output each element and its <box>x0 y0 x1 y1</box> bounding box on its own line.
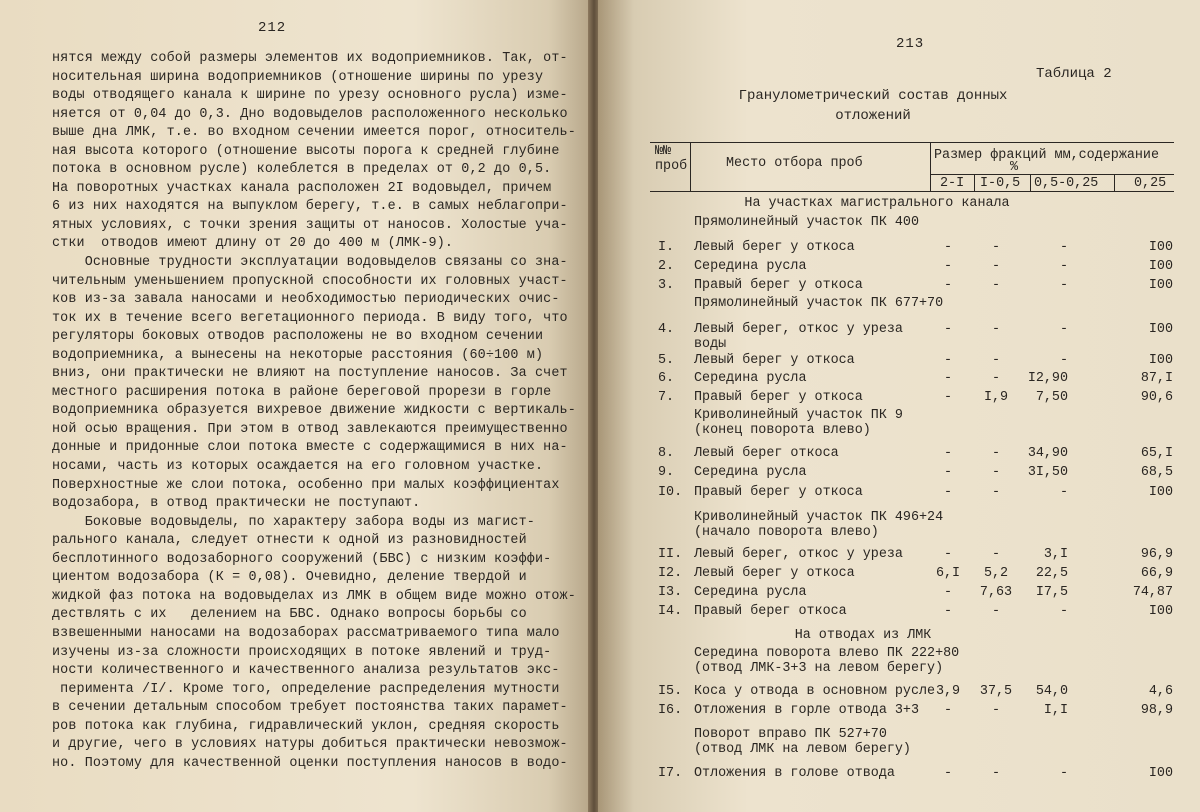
header-percent: % <box>1010 160 1019 175</box>
table-cell-fraction-05-025: - <box>1059 353 1068 368</box>
text-line: ная высота которого (отношение высоты порога к средней глубине <box>52 143 560 159</box>
text-line: местного расширения потока в районе береговой прорези в горле <box>52 384 552 400</box>
text-line: вниз, они практически не влияют на поступление наносов. За счет <box>52 366 568 382</box>
table-row-place: Левый берег, откос у уреза <box>694 547 903 562</box>
table-cell-fraction-1-05: - <box>991 766 1001 781</box>
table-row-place: Отложения в голове отвода <box>694 766 895 781</box>
text-line: ности количественного и качественного анализа результатов экс- <box>52 663 560 679</box>
table-cell-fraction-05-025: - <box>1059 485 1068 500</box>
table-cell-fraction-025: 90,6 <box>1140 390 1173 405</box>
table-cell-fraction-1-05: I,9 <box>983 390 1009 405</box>
page-number-left: 212 <box>258 20 287 36</box>
table-row-place: Коса у отвода в основном русле <box>694 684 936 699</box>
table-subsection-heading-note: (конец поворота влево) <box>694 423 871 438</box>
table-row-place: Правый берег у откоса <box>694 485 863 500</box>
table-cell-fraction-05-025: - <box>1059 766 1068 781</box>
table-row-number: 2. <box>658 259 675 274</box>
table-cell-fraction-025: 98,9 <box>1140 703 1173 718</box>
table-row-place: Середина русла <box>694 465 807 480</box>
table-cell-fraction-05-025: - <box>1059 240 1068 255</box>
table-row-number: 5. <box>658 353 675 368</box>
table-subsection-heading-note: (начало поворота влево) <box>694 525 879 540</box>
table-row-place: Середина русла <box>694 371 807 386</box>
table-cell-fraction-1-05: - <box>991 465 1001 480</box>
text-line: нятся между собой размеры элементов их водоприемников. Так, от- <box>52 51 568 66</box>
table-row-place: Правый берег у откоса <box>694 390 863 405</box>
table-cell-fraction-05-025: 34,90 <box>1027 446 1068 461</box>
table-cell-fraction-2-1: - <box>943 259 953 274</box>
text-line: На поворотных участках канала расположен 2I водовыдел, причем <box>52 180 552 196</box>
table-cell-fraction-1-05: 5,2 <box>983 566 1009 581</box>
table-row-number: 7. <box>658 390 675 405</box>
table-cell-fraction-1-05: - <box>991 371 1001 386</box>
table-cell-fraction-05-025: 3,I <box>1043 547 1068 562</box>
left-page <box>0 0 590 812</box>
page-number-right: 213 <box>896 36 925 52</box>
text-line: потока в основном русле) колеблется в пределах от 0,2 до 0,5. <box>52 162 552 178</box>
table-cell-fraction-025: I00 <box>1148 353 1173 368</box>
table-cell-fraction-2-1: - <box>943 446 953 461</box>
text-line: носительная ширина водоприемников (отношение ширины по урезу <box>52 69 544 85</box>
table-cell-fraction-2-1: - <box>943 703 953 718</box>
text-line: Поверхностные же слои потока, особенно при малых коэффициентах <box>52 477 560 493</box>
table-row-place: Отложения в горле отвода 3+3 <box>694 703 919 718</box>
text-line: рального канала, следует отнести к одной из разновидностей <box>52 533 527 549</box>
table-row-number: 6. <box>658 371 675 386</box>
table-col-divider-place <box>930 142 931 192</box>
table-cell-fraction-2-1: - <box>943 371 953 386</box>
text-line: ной осью вращения. При этом в отвод завлекаются преимущественно <box>52 421 568 437</box>
table-cell-fraction-2-1: - <box>943 353 953 368</box>
table-row-place-cont: воды <box>694 337 727 352</box>
text-line: носами, часть из которых осаждается на его головном участке. <box>52 459 544 475</box>
text-line: Основные трудности эксплуатации водовыделов связаны со зна- <box>52 255 568 271</box>
text-line: ков из-за завала наносами и необходимостью периодических очис- <box>52 292 560 308</box>
table-cell-fraction-1-05: - <box>991 703 1001 718</box>
table-cell-fraction-025: 68,5 <box>1140 465 1173 480</box>
table-cell-fraction-025: 66,9 <box>1140 566 1173 581</box>
table-cell-fraction-1-05: 37,5 <box>979 684 1013 699</box>
table-row-number: I3. <box>658 585 683 600</box>
table-row-place: Левый берег у откоса <box>694 566 855 581</box>
table-cell-fraction-1-05: - <box>991 322 1001 337</box>
table-cell-fraction-1-05: - <box>991 353 1001 368</box>
table-subsection-heading: Прямолинейный участок ПК 677+70 <box>694 296 944 311</box>
table-col-divider-3 <box>1114 174 1115 192</box>
text-line: дествлять с их делением на БВС. Однако вопросы борьбы со <box>52 607 527 623</box>
table-cell-fraction-025: I00 <box>1148 485 1173 500</box>
table-row-number: I5. <box>658 684 683 699</box>
text-line: водоприемника образуется вихревое движение жидкости с вертикаль- <box>52 403 576 419</box>
header-col-2: I-0,5 <box>980 176 1021 191</box>
text-line: в сечении детальным способом требует постоянства таких парамет- <box>52 700 568 716</box>
table-row-number: I. <box>658 240 675 255</box>
table-col-divider-num <box>690 142 691 192</box>
text-line: регуляторы боковых отводов расположены не во входном сечении <box>52 329 544 345</box>
right-page <box>598 0 1200 812</box>
text-line: ров потока как глубина, гидравлический уклон, средняя скорость <box>52 718 560 734</box>
table-cell-fraction-2-1: - <box>943 390 953 405</box>
table-cell-fraction-05-025: - <box>1059 259 1068 274</box>
table-subsection-heading: Прямолинейный участок ПК 400 <box>694 215 919 230</box>
table-section-heading: На участках магистрального канала <box>744 196 1010 211</box>
table-cell-fraction-05-025: - <box>1059 278 1068 293</box>
table-cell-fraction-1-05: - <box>991 485 1001 500</box>
table-top-rule <box>650 142 1174 143</box>
table-cell-fraction-025: 4,6 <box>1148 684 1173 699</box>
table-row-number: I4. <box>658 604 683 619</box>
table-cell-fraction-05-025: I,I <box>1043 703 1068 718</box>
table-row-number: II. <box>658 547 683 562</box>
table-row-place: Середина русла <box>694 259 807 274</box>
table-cell-fraction-025: I00 <box>1148 766 1173 781</box>
table-title-line1: Гранулометрический состав донных <box>738 88 1008 104</box>
table-row-number: 9. <box>658 465 675 480</box>
table-cell-fraction-2-1: - <box>943 485 953 500</box>
table-cell-fraction-05-025: 54,0 <box>1035 684 1068 699</box>
table-cell-fraction-2-1: 3,9 <box>935 684 961 699</box>
table-cell-fraction-05-025: - <box>1059 322 1068 337</box>
table-row-place: Середина русла <box>694 585 807 600</box>
table-cell-fraction-025: 96,9 <box>1140 547 1173 562</box>
table-row-place: Правый берег откоса <box>694 604 847 619</box>
header-col-3: 0,5-0,25 <box>1034 176 1099 191</box>
table-row-number: I6. <box>658 703 683 718</box>
text-line: чительным уменьшением пропускной способности их головных участ- <box>52 273 568 289</box>
text-line: бесплотинного водозаборного сооружений (БВС) с низким коэффи- <box>52 551 552 567</box>
text-line: взвешенными наносами на водозаборах рассматриваемого типа мало <box>52 625 560 641</box>
text-line: выше дна ЛМК, т.е. во входном сечении имеется порог, относитель- <box>52 125 576 141</box>
text-line: Боковые водовыделы, по характеру забора воды из магист- <box>52 514 535 530</box>
text-line: и другие, чего в условиях натуры добиться практически невозмож- <box>52 737 568 753</box>
table-cell-fraction-025: I00 <box>1148 259 1173 274</box>
table-cell-fraction-05-025: I2,90 <box>1027 371 1068 386</box>
table-cell-fraction-2-1: - <box>943 604 953 619</box>
table-cell-fraction-2-1: - <box>943 465 953 480</box>
table-cell-fraction-025: 87,I <box>1140 371 1173 386</box>
left-page-body-text <box>52 50 576 773</box>
header-num-line2: проб <box>655 159 688 174</box>
table-cell-fraction-1-05: 7,63 <box>979 585 1013 600</box>
table-cell-fraction-025: I00 <box>1148 322 1173 337</box>
table-subsection-heading: Поворот вправо ПК 527+70 <box>694 727 887 742</box>
header-col-4: 0,25 <box>1134 176 1167 191</box>
table-cell-fraction-2-1: - <box>943 766 953 781</box>
text-line: 6 из них находятся на выпуклом берегу, т.е. в самых неблагопри- <box>52 199 568 215</box>
text-line: няется от 0,04 до 0,3. Дно водовыделов расположенного несколько <box>52 106 568 122</box>
table-fraction-rule <box>930 174 1174 175</box>
text-line: ток их в течение всего вегетационного периода. В виду того, что <box>52 310 568 326</box>
header-place: Место отбора проб <box>726 156 863 171</box>
table-cell-fraction-2-1: - <box>943 278 953 293</box>
table-label: Таблица 2 <box>1036 66 1112 82</box>
table-cell-fraction-1-05: - <box>991 446 1001 461</box>
table-cell-fraction-05-025: 22,5 <box>1035 566 1068 581</box>
text-line: водозабора, в отвод практически не поступают. <box>52 496 421 512</box>
table-row-number: 3. <box>658 278 675 293</box>
table-row-place: Левый берег, откос у уреза <box>694 322 903 337</box>
table-cell-fraction-025: 65,I <box>1140 446 1173 461</box>
header-num-line1: №№ <box>655 144 672 159</box>
table-cell-fraction-025: I00 <box>1148 604 1173 619</box>
table-cell-fraction-025: I00 <box>1148 278 1173 293</box>
table-subsection-heading-note: (отвод ЛМК на левом берегу) <box>694 742 911 757</box>
table-subsection-heading: Криволинейный участок ПК 9 <box>694 408 903 423</box>
table-row-place: Левый берег у откоса <box>694 353 855 368</box>
table-subsection-heading: Середина поворота влево ПК 222+80 <box>694 646 960 661</box>
table-cell-fraction-1-05: - <box>991 259 1001 274</box>
table-cell-fraction-1-05: - <box>991 547 1001 562</box>
table-cell-fraction-1-05: - <box>991 240 1001 255</box>
table-cell-fraction-05-025: 3I,50 <box>1027 465 1068 480</box>
table-cell-fraction-05-025: - <box>1059 604 1068 619</box>
text-line: стки отводов имеют длину от 20 до 400 м (ЛМК-9). <box>52 236 454 252</box>
table-cell-fraction-025: I00 <box>1148 240 1173 255</box>
table-cell-fraction-2-1: - <box>943 240 953 255</box>
text-line: перимента /I/. Кроме того, определение распределения мутности <box>52 681 560 697</box>
header-col-1: 2-I <box>940 176 965 191</box>
table-row-number: 8. <box>658 446 675 461</box>
table-subsection-heading: Криволинейный участок ПК 496+24 <box>694 510 944 525</box>
table-cell-fraction-05-025: 7,50 <box>1035 390 1068 405</box>
table-cell-fraction-2-1: - <box>943 322 953 337</box>
text-line: циентом водозабора (К = 0,08). Очевидно, деление твердой и <box>52 570 527 586</box>
table-subsection-heading-note: (отвод ЛМК-3+3 на левом берегу) <box>694 661 944 676</box>
text-line: изучены из-за сложности происходящих в потоке явлений и труд- <box>52 644 552 660</box>
table-row-number: I0. <box>658 485 683 500</box>
table-row-number: I7. <box>658 766 683 781</box>
table-row-number: 4. <box>658 322 675 337</box>
table-cell-fraction-2-1: - <box>943 547 953 562</box>
table-title-line2: отложений <box>835 108 911 124</box>
table-cell-fraction-1-05: - <box>991 604 1001 619</box>
table-row-place: Левый берег откоса <box>694 446 839 461</box>
table-col-divider-1 <box>974 174 975 192</box>
table-cell-fraction-05-025: I7,5 <box>1035 585 1068 600</box>
text-line: ятных условиях, с точки зрения защиты от наносов. Холостые уча- <box>52 217 568 233</box>
header-fractions: Размер фракций мм,содержание <box>934 148 1159 163</box>
table-col-divider-2 <box>1030 174 1031 192</box>
table-cell-fraction-2-1: 6,I <box>935 566 961 581</box>
table-row-place: Левый берег у откоса <box>694 240 855 255</box>
table-cell-fraction-2-1: - <box>943 585 953 600</box>
text-line: жидкой фаз потока на водовыделах из ЛМК в общем виде можно отож- <box>52 588 576 604</box>
table-row-place: Правый берег у откоса <box>694 278 863 293</box>
text-line: воды отводящего канала к ширине по урезу основного русла) изме- <box>52 88 568 104</box>
table-row-number: I2. <box>658 566 683 581</box>
table-cell-fraction-1-05: - <box>991 278 1001 293</box>
table-header-rule <box>650 191 1174 192</box>
text-line: водоприемника, а вынесены на некоторые расстояния (60÷100 м) <box>52 347 544 363</box>
table-section-heading: На отводах из ЛМК <box>794 628 932 643</box>
text-line: донные и придонные слои потока вместе с содержащимися в них на- <box>52 440 568 456</box>
text-line: но. Поэтому для качественной оценки поступления наносов в водо- <box>52 755 568 771</box>
table-cell-fraction-025: 74,87 <box>1132 585 1173 600</box>
